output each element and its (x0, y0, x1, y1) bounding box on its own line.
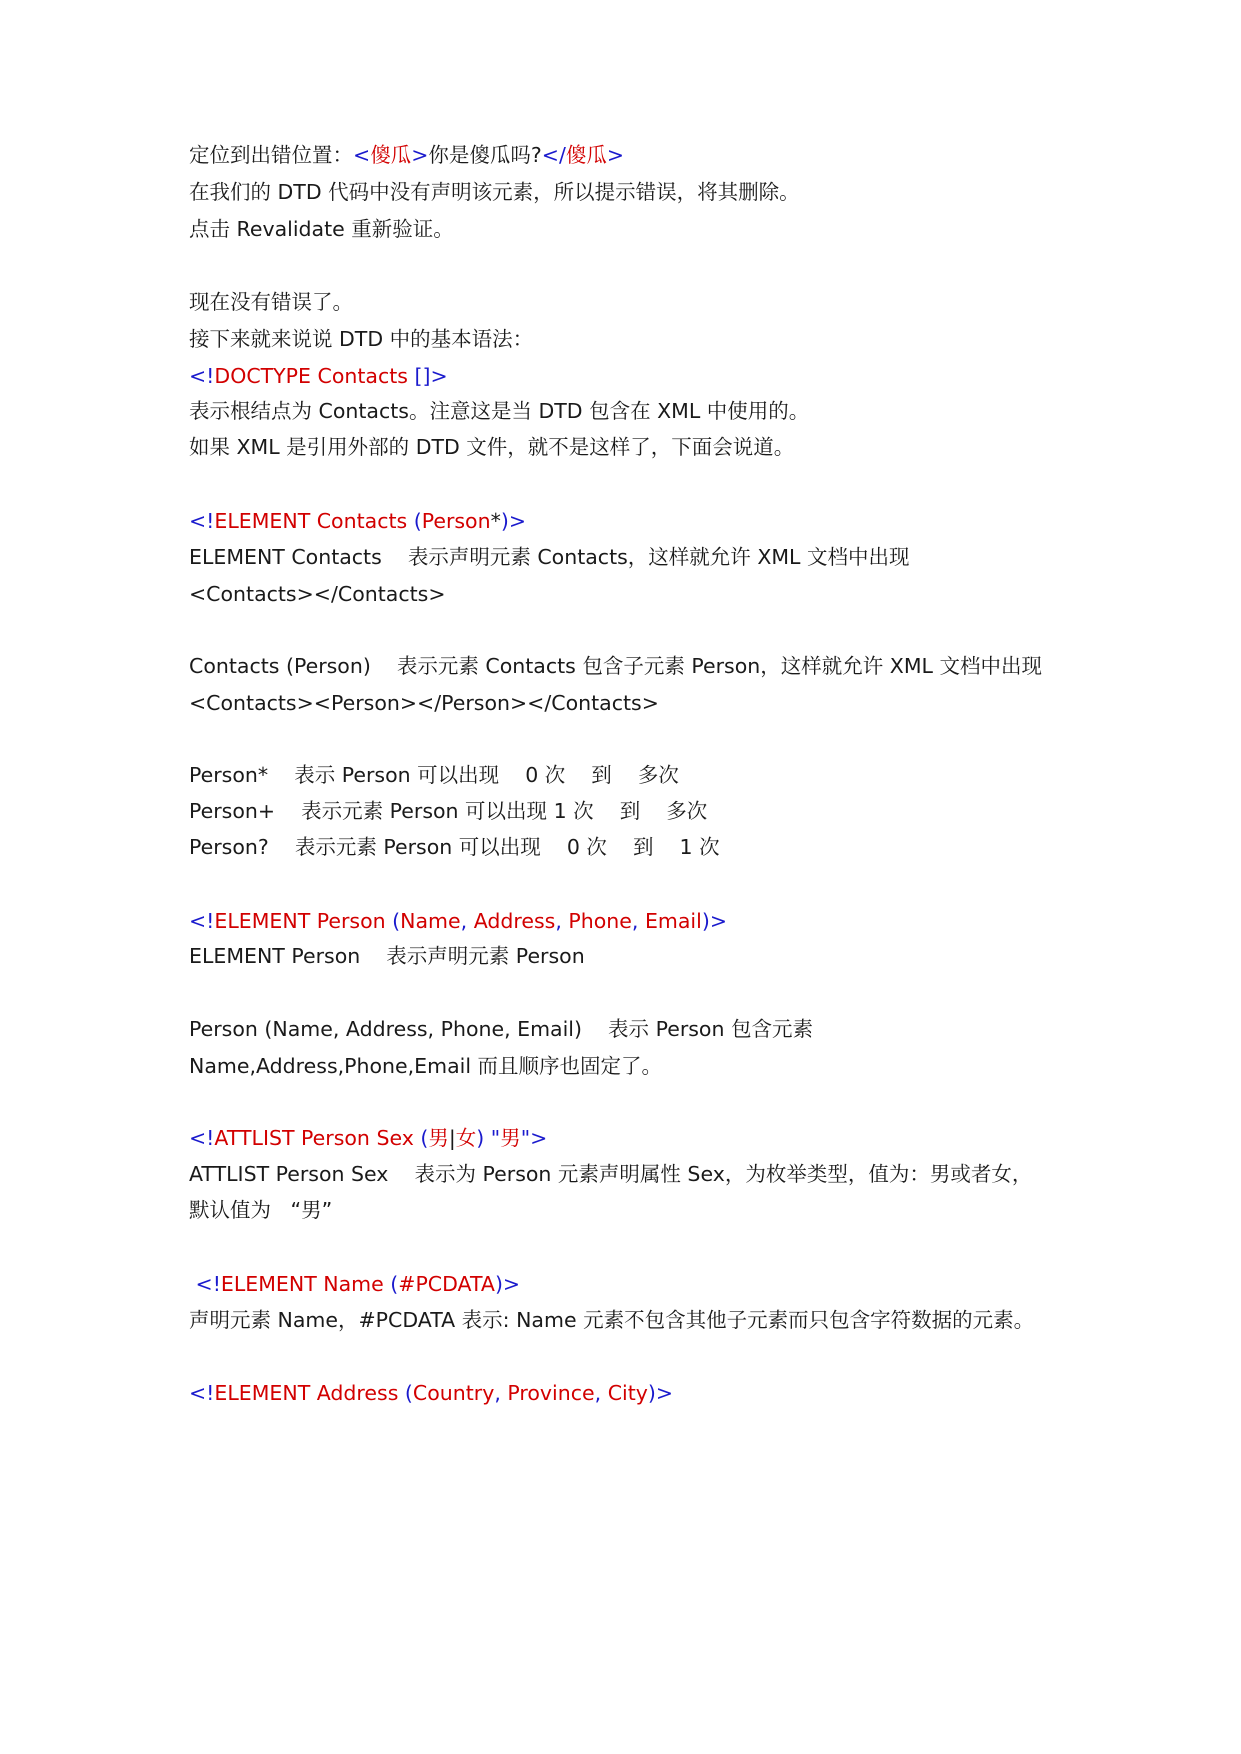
text-segment: )> (494, 1272, 521, 1296)
text-line (189, 542, 909, 572)
text-segment: Name (400, 909, 461, 933)
text-segment: 点击 Revalidate 重新验证。 (189, 217, 454, 241)
text-line (189, 1051, 662, 1081)
text-segment: Contacts (Person) 表示元素 Contacts 包含子元素 Person，这样就允许 XML 文档中出现 (189, 654, 1042, 678)
text-line (189, 432, 794, 462)
text-line (189, 1269, 520, 1299)
text-line (189, 177, 800, 207)
text-segment: <! (189, 1272, 221, 1296)
text-segment: <! (189, 1126, 215, 1150)
text-segment: )> (701, 909, 728, 933)
text-segment: </ (541, 143, 566, 167)
text-segment: 男 (428, 1126, 449, 1150)
text-line (189, 287, 353, 317)
text-line (189, 651, 1042, 681)
text-segment: 接下来就来说说 DTD 中的基本语法： (189, 327, 534, 351)
text-segment: 傻瓜 (565, 143, 607, 167)
text-line (189, 214, 454, 244)
text-segment: ) (476, 1126, 491, 1150)
text-segment: )> (647, 1381, 674, 1405)
text-segment: " (490, 1126, 501, 1150)
text-segment: 声明元素 Name，#PCDATA 表示: Name 元素不包含其他子元素而只包含字符数据的元素。 (189, 1308, 1035, 1332)
text-segment: Province (507, 1381, 595, 1405)
text-segment: ATTLIST Person Sex 表示为 Person 元素声明属性 Sex，为枚举类型，值为：男或者女， (189, 1162, 1033, 1186)
text-segment: ( (390, 1272, 399, 1296)
text-segment: , (594, 1381, 608, 1405)
text-line (189, 579, 446, 609)
text-line (189, 832, 720, 862)
text-line (189, 1195, 332, 1225)
text-segment: <! (189, 909, 215, 933)
text-segment: 默认值为 “男” (189, 1198, 333, 1222)
text-segment: ELEMENT Address (214, 1381, 405, 1405)
text-segment: , (460, 909, 474, 933)
text-line (189, 1014, 813, 1044)
text-segment: Country (412, 1381, 495, 1405)
text-segment: Name,Address,Phone,Email 而且顺序也固定了。 (189, 1054, 663, 1078)
text-segment: | (448, 1126, 456, 1150)
text-line (189, 1305, 1034, 1335)
text-segment: ELEMENT Person (214, 909, 393, 933)
text-segment: ELEMENT Contacts (214, 509, 414, 533)
text-segment: []> (414, 364, 448, 388)
text-line (189, 1159, 1032, 1189)
text-segment: 你是傻瓜吗? (428, 143, 542, 167)
text-segment: , (494, 1381, 508, 1405)
text-segment: #PCDATA (398, 1272, 495, 1296)
text-segment: > (411, 143, 429, 167)
text-segment: Email (644, 909, 702, 933)
text-segment: Person (Name, Address, Phone, Email) 表示 Person 包含元素 (189, 1017, 813, 1041)
text-segment: ( (413, 509, 422, 533)
text-segment: ( (420, 1126, 429, 1150)
text-segment: ATTLIST Person Sex (214, 1126, 421, 1150)
text-segment: 如果 XML 是引用外部的 DTD 文件，就不是这样了，下面会说道。 (189, 435, 795, 459)
text-segment: Address (473, 909, 556, 933)
text-segment: Person (421, 509, 491, 533)
text-segment: Person+ 表示元素 Person 可以出现 1 次 到 多次 (189, 799, 708, 823)
text-line (189, 1123, 547, 1153)
text-segment: <! (189, 1381, 215, 1405)
text-line (189, 361, 448, 391)
text-line (189, 1378, 673, 1408)
text-segment: 表示根结点为 Contacts。注意这是当 DTD 包含在 XML 中使用的。 (189, 399, 810, 423)
text-segment: 定位到出错位置： (189, 143, 353, 167)
text-line (189, 324, 533, 354)
text-segment: DOCTYPE Contacts (214, 364, 415, 388)
text-line (189, 906, 727, 936)
text-segment: 男 (500, 1126, 521, 1150)
text-segment: ELEMENT Person 表示声明元素 Person (189, 944, 585, 968)
text-segment: Phone (568, 909, 632, 933)
text-segment: Person* 表示 Person 可以出现 0 次 到 多次 (189, 763, 679, 787)
text-segment: "> (520, 1126, 548, 1150)
text-segment: City (607, 1381, 648, 1405)
text-segment: Person? 表示元素 Person 可以出现 0 次 到 1 次 (189, 835, 720, 859)
text-line (189, 140, 624, 170)
text-line (189, 506, 526, 536)
text-segment: , (631, 909, 645, 933)
text-segment: <! (189, 509, 215, 533)
text-line (189, 760, 679, 790)
text-segment: <! (189, 364, 215, 388)
text-segment: <Contacts></Contacts> (189, 582, 446, 606)
text-segment: )> (500, 509, 527, 533)
text-segment: ELEMENT Contacts 表示声明元素 Contacts，这样就允许 XML 文档中出现 (189, 545, 910, 569)
text-segment: 女 (455, 1126, 477, 1150)
text-segment: ELEMENT Name (220, 1272, 391, 1296)
text-line (189, 941, 585, 971)
text-segment: ( (392, 909, 401, 933)
text-segment: 在我们的 DTD 代码中没有声明该元素，所以提示错误，将其删除。 (189, 180, 800, 204)
text-segment: , (555, 909, 569, 933)
text-segment: * (490, 509, 501, 533)
text-line (189, 396, 809, 426)
text-segment: > (606, 143, 625, 167)
text-segment: 现在没有错误了。 (189, 290, 353, 314)
text-segment: ( (404, 1381, 413, 1405)
text-segment: <Contacts><Person></Person></Contacts> (189, 691, 659, 715)
text-line (189, 688, 659, 718)
text-line (189, 796, 707, 826)
text-segment: < (353, 143, 371, 167)
text-segment: 傻瓜 (370, 143, 412, 167)
